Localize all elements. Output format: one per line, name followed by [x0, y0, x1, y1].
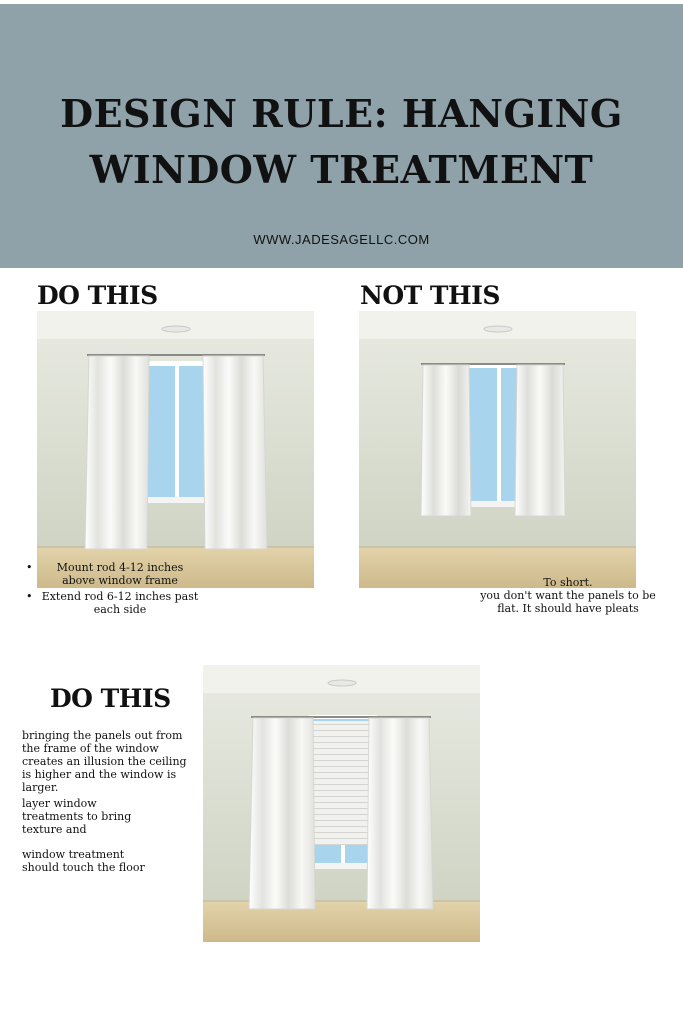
tip-layer-treatments: layer window treatments to bring texture and — [22, 797, 132, 836]
not-this-note — [470, 576, 666, 615]
not-this-heading: NOT THIS — [360, 281, 500, 310]
do-this-heading-2: DO THIS — [50, 684, 171, 713]
note-line-2: you don't want the panels to be — [480, 589, 656, 602]
not-this-illustration — [359, 311, 636, 588]
tip-touch-floor: window treatment should touch the floor — [22, 848, 145, 874]
website-url[interactable]: WWW.JADESAGELLC.COM — [253, 232, 430, 247]
page-title — [0, 86, 683, 198]
tip-panels-out: bringing the panels out from the frame of the window creates an illusion the ceiling is higher and the window is larger. — [22, 729, 187, 794]
note-line-1: To short. — [543, 576, 593, 589]
do-this-bullets — [24, 561, 200, 619]
header-banner — [0, 4, 683, 268]
title-line-2: WINDOW TREATMENT — [89, 147, 594, 192]
title-line-1: DESIGN RULE: HANGING — [60, 91, 623, 136]
do-this-illustration-2 — [203, 665, 480, 942]
note-line-3: flat. It should have pleats — [497, 602, 639, 615]
do-this-illustration — [37, 311, 314, 588]
bullet-mount-rod: • Mount rod 4-12 inches above window frame — [24, 561, 200, 587]
do-this-heading: DO THIS — [37, 281, 158, 310]
bullet-extend-rod: • Extend rod 6-12 inches past each side — [24, 590, 200, 616]
